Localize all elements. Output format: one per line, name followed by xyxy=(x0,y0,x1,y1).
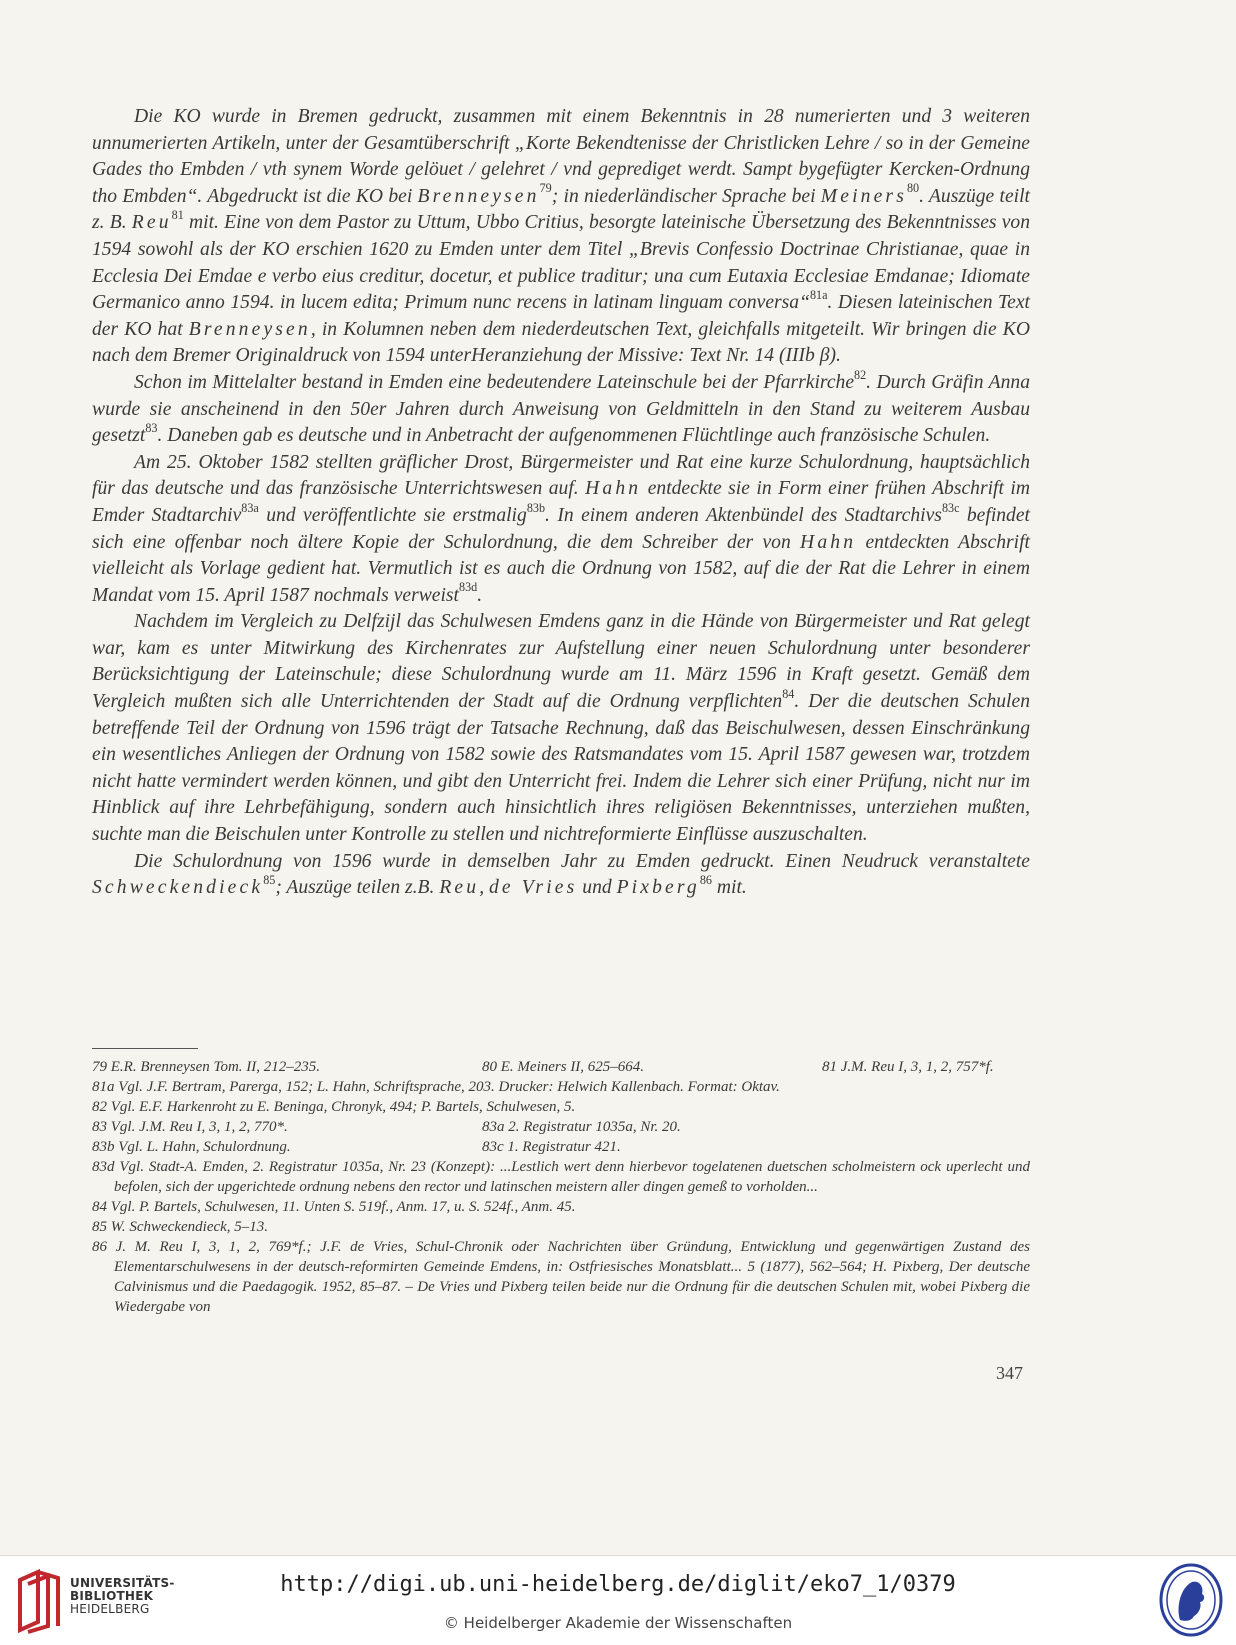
spaced-name: Brenneysen xyxy=(417,185,540,207)
spaced-name: Reu xyxy=(131,212,172,234)
text-run: . Daneben gab es deutsche und in Anbetracht der aufgenommenen Flüchtlinge auch französische Schulen. xyxy=(157,425,991,447)
footnote-ref[interactable]: 79 xyxy=(539,181,552,196)
footnote-ref[interactable]: 83d xyxy=(459,580,478,595)
page-number: 347 xyxy=(996,1363,1023,1383)
footnotes xyxy=(92,1057,1030,1317)
paragraph-3 xyxy=(92,450,1030,610)
text-run: mit. xyxy=(711,877,747,899)
footnote-83b: 83b Vgl. L. Hahn, Schulordnung. xyxy=(92,1139,291,1155)
footnote-83d: 83d Vgl. Stadt-A. Emden, 2. Registratur 1035a, Nr. 23 (Konzept): ...Lestlich wert denn hierbevor togelatenen duetschen scholmeistern ock uperlecht und befolen, sich der upgerichtede ordnung nebens den rector und latinschen meistern aller dingen gemeß to vorholden... xyxy=(92,1159,1030,1195)
spaced-name: Meiners xyxy=(820,185,907,207)
text-run: Die Schulordnung von 1596 wurde in demselben Jahr zu Emden gedruckt. Einen Neudruck veranstaltete xyxy=(134,850,1030,872)
text-run: . Diesen lateinischen Text der KO hat xyxy=(92,292,1030,340)
footnote-81: 81 J.M. Reu I, 3, 1, 2, 757*f. xyxy=(822,1059,994,1075)
footnote-ref[interactable]: 84 xyxy=(782,686,795,701)
text-run: . Der die deutschen Schulen betreffende Teil der Ordnung von 1596 trägt der Tatsache Rechnung, daß das Beischulwesen, dessen Einschränkung ein wesentliches Anliegen der Ordnung von 1582 sowie des Ratsmandates vom 15. April 1587 gewesen war, trotzdem nicht hatte vermindert werden können, und gibt den Unterricht frei. Indem die Lehrer sich einer Prüfung, nicht nur im Hinblick auf ihre Lehrbefähigung, sondern auch hinsichtlich ihres religiösen Bekenntnisses, unterziehen mußten, suchte man die Beischulen unter Kontrolle zu stellen und nichtreformierte Einflüsse auszuschalten. xyxy=(92,691,1030,846)
footnote-ref[interactable]: 83c xyxy=(941,500,960,515)
footnote-ref[interactable]: 83 xyxy=(145,420,158,435)
text-run: Die KO wurde in Bremen gedruckt, zusammen mit einem Bekenntnis in 28 numerierten und 3 weiteren unnumerierten Artikeln, unter der Gesamtüberschrift „Korte Bekendtenisse der Christlicken Lehre / so in der Gemeine Gades tho Embden / vth synem Worde gelöuet / gelehret / vnd geprediget werdt. Sampt bygefügter Kercken-Ordnung tho Embden“. Abgedruckt ist die KO bei xyxy=(92,106,1030,207)
footnote-ref[interactable]: 81a xyxy=(809,287,828,302)
text-run: entdeckten Abschrift vielleicht als Vorlage gedient hat. Vermutlich ist es auch die Ordnung von 1582, auf die der Rat die Lehrer in einem Mandat vom 15. April 1587 nochmals verweist xyxy=(92,531,1030,606)
library-name-line-1: UNIVERSITÄTS- xyxy=(70,1576,175,1590)
text-run: . In einem anderen Aktenbündel des Stadtarchivs xyxy=(545,504,942,526)
spaced-name: Pixberg xyxy=(616,877,700,899)
spaced-name: Hahn xyxy=(585,478,642,500)
copyright-notice: © Heidelberger Akademie der Wissenschaften xyxy=(443,1614,793,1632)
text-run: Nachdem im Vergleich zu Delfzijl das Schulwesen Emdens ganz in die Hände von Bürgermeister und Rat gelegt war, kam es unter Mitwirkung des Kirchenrates zur Aufstellung einer neuen Schulordnung unter besonderer Berücksichtigung der Lateinschule; diese Schulordnung wurde am 11. März 1596 in Kraft gesetzt. Gemäß dem Vergleich mußten sich alle Unterrichtenden der Stadt auf die Ordnung verpflichten xyxy=(92,611,1030,713)
text-run: und veröffentlichte sie erstmalig xyxy=(258,504,527,526)
text-run: ; Auszüge teilen z.B. xyxy=(275,877,440,899)
paragraph-5 xyxy=(92,849,1030,902)
paragraph-2 xyxy=(92,367,1030,450)
body-text xyxy=(92,104,1030,902)
text-run: , in Kolumnen neben dem niederdeutschen Text, gleichfalls mitgeteilt. Wir bringen die KO nach dem Bremer Originaldruck von 1594 unterHeranziehung der Missive: Text Nr. 14 (IIIb β). xyxy=(92,318,1030,367)
footnote-separator xyxy=(92,1048,198,1049)
footnote-81a: 81a Vgl. J.F. Bertram, Parerga, 152; L. Hahn, Schriftsprache, 203. Drucker: Helwich Kallenbach. Format: Oktav. xyxy=(92,1079,780,1095)
library-name-line-2: BIBLIOTHEK xyxy=(70,1589,154,1603)
footnote-82: 82 Vgl. E.F. Harkenroht zu E. Beninga, Chronyk, 494; P. Bartels, Schulwesen, 5. xyxy=(92,1099,576,1115)
footnote-85: 85 W. Schweckendieck, 5–13. xyxy=(92,1219,269,1235)
footnote-ref[interactable]: 85 xyxy=(263,872,276,887)
viewer-footer xyxy=(0,1555,1236,1645)
text-run: . Auszüge teilt z. B. xyxy=(92,185,1030,234)
spaced-name: Hahn xyxy=(800,531,857,553)
spaced-name: Brenneysen xyxy=(188,318,311,340)
footnote-row-79-81 xyxy=(92,1057,1030,1077)
footnote-79: 79 E.R. Brenneysen Tom. II, 212–235. xyxy=(92,1059,321,1075)
footnote-ref[interactable]: 83b xyxy=(526,500,546,515)
text-run: ; in niederländischer Sprache bei xyxy=(551,185,821,207)
text-run: . xyxy=(477,584,483,606)
footnote-row-83 xyxy=(92,1117,1030,1137)
text-run: , xyxy=(479,877,489,899)
permalink-url[interactable]: http://digi.ub.uni-heidelberg.de/diglit/eko7_1/0379 xyxy=(280,1572,956,1597)
footnote-80: 80 E. Meiners II, 625–664. xyxy=(482,1059,645,1075)
spaced-name: Reu xyxy=(439,877,480,899)
footnote-86: 86 J. M. Reu I, 3, 1, 2, 769*f.; J.F. de Vries, Schul-Chronik oder Nachrichten über Gründung, Entwicklung und gegenwärtigen Zustand des Elementarschulwesens in der deutsch-reformirten Gemeinde Emdens, in: Ostfriesisches Monatsblatt... 5 (1877), 562–564; H. Pixberg, Der deutsche Calvinismus und die Paedagogik. 1952, 85–87. – De Vries und Pixberg teilen beide nur die Ordnung für die deutschen Schulen mit, wobei Pixberg die Wiedergabe von xyxy=(92,1239,1030,1315)
text-run: und xyxy=(577,877,617,899)
footnote-83c: 83c 1. Registratur 421. xyxy=(482,1139,621,1155)
text-run: mit. Eine von dem Pastor zu Uttum, Ubbo Critius, besorgte lateinische Übersetzung des Bekenntnisses von 1594 sowohl als der KO erschien 1620 zu Emden unter dem Titel „Brevis Confessio Doctrinae Christianae, quae in Ecclesia Dei Emdae e verbo eius creditur, docetur, et publice traditur; una cum Eutaxia Ecclesiae Emdanae; Idiomate Germanico anno 1594. in lucem edita; Primum nunc recens in latinam linguam conversa“ xyxy=(92,212,1031,314)
paragraph-4 xyxy=(92,609,1030,848)
footnote-ref[interactable]: 86 xyxy=(699,872,712,887)
text-run: Schon im Mittelalter bestand in Emden eine bedeutendere Lateinschule bei der Pfarrkirche xyxy=(134,371,855,393)
text-run: . Durch Gräfin Anna wurde sie anscheinend in den 50er Jahren durch Anweisung von Geldmitteln in den Stand zu weiterem Ausbau gesetzt xyxy=(92,371,1030,447)
footnote-ref[interactable]: 82 xyxy=(854,367,867,382)
text-run: Am 25. Oktober 1582 stellten gräflicher Drost, Bürgermeister und Rat eine kurze Schulordnung, hauptsächlich für das deutsche und das französische Unterrichtswesen auf. xyxy=(92,451,1030,500)
academy-seal-icon xyxy=(1158,1562,1224,1638)
text-run: entdeckte sie in Form einer frühen Abschrift im Emder Stadtarchiv xyxy=(92,478,1030,526)
footnote-83a: 83a 2. Registratur 1035a, Nr. 20. xyxy=(482,1119,681,1135)
spaced-name: Schweckendieck xyxy=(92,877,264,899)
footnote-row-83b xyxy=(92,1137,1030,1157)
footnote-83: 83 Vgl. J.M. Reu I, 3, 1, 2, 770*. xyxy=(92,1119,288,1135)
footnote-ref[interactable]: 80 xyxy=(906,181,920,196)
paragraph-1 xyxy=(92,104,1030,370)
text-run: befindet sich eine offenbar noch ältere Kopie der Schulordnung, die dem Schreiber der von xyxy=(92,504,1030,553)
spaced-name: de Vries xyxy=(488,877,578,899)
footnote-84: 84 Vgl. P. Bartels, Schulwesen, 11. Unten S. 519f., Anm. 17, u. S. 524f., Anm. 45. xyxy=(92,1199,576,1215)
footnote-ref[interactable]: 83a xyxy=(241,500,259,515)
footnote-ref[interactable]: 81 xyxy=(171,208,184,223)
library-name-line-3: HEIDELBERG xyxy=(70,1602,150,1616)
